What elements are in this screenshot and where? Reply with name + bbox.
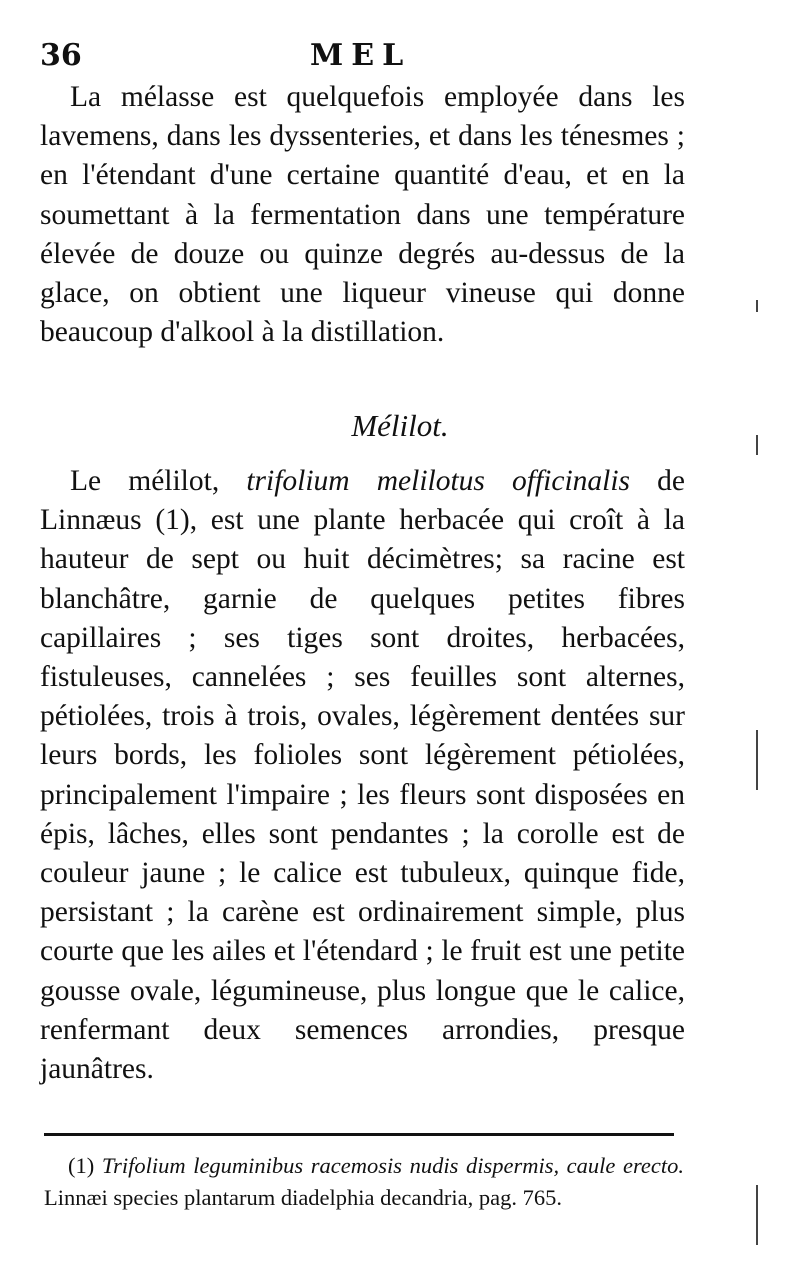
section-heading-melilot: Mélilot. bbox=[351, 408, 449, 443]
footnote-marker: (1) bbox=[68, 1153, 102, 1178]
latin-name: trifolium melilotus officinalis bbox=[246, 465, 631, 497]
margin-mark bbox=[756, 730, 758, 790]
footnote-latin: Trifolium leguminibus racemosis nudis dispermis, caule erecto. bbox=[101, 1153, 684, 1178]
footnote bbox=[44, 1150, 684, 1214]
margin-mark bbox=[756, 435, 758, 455]
running-head: MEL bbox=[310, 38, 412, 73]
paragraph-melilot bbox=[40, 462, 685, 1089]
margin-mark bbox=[756, 300, 758, 312]
footnote-text: Linnæi species plantarum diadelphia decandria, pag. 765. bbox=[44, 1185, 562, 1210]
page-number: 36 bbox=[40, 38, 82, 73]
paragraph-lead: Le mélilot, bbox=[70, 465, 247, 497]
footnote-rule bbox=[44, 1133, 674, 1136]
paragraph-body: de Linnæus (1), est une plante herbacée qui croît à la hauteur de sept ou huit décimètres; sa racine est blanchâtre, garnie de quelques petites fibres capillaires ; ses tiges sont droites, herbacées, fistuleuses, cannelées ; ses feuilles sont alternes, pétiolées, trois à trois, ovales, légèrement dentées sur leurs bords, les folioles sont légèrement pétiolées, principalement l'impaire ; les fleurs sont disposées en épis, lâches, elles sont pendantes ; la corolle est de couleur jaune ; le calice est tubuleux, quinque fide, persistant ; la carène est ordinairement simple, plus courte que les ailes et l'étendard ; le fruit est une petite gousse ovale, légumineuse, plus longue que le calice, renfermant deux semences arrondies, presque jaunâtres. bbox=[40, 465, 686, 1086]
paragraph-melasse: La mélasse est quelquefois employée dans les lavemens, dans les dyssenteries, et dans les ténesmes ; en l'étendant d'une certaine quantité d'eau, et en la soumettant à la fermentation dans une température élevée de douze ou quinze degrés au-dessus de la glace, on obtient une liqueur vineuse qui donne beaucoup d'alkool à la distillation. bbox=[40, 81, 685, 349]
margin-mark bbox=[756, 1185, 758, 1245]
